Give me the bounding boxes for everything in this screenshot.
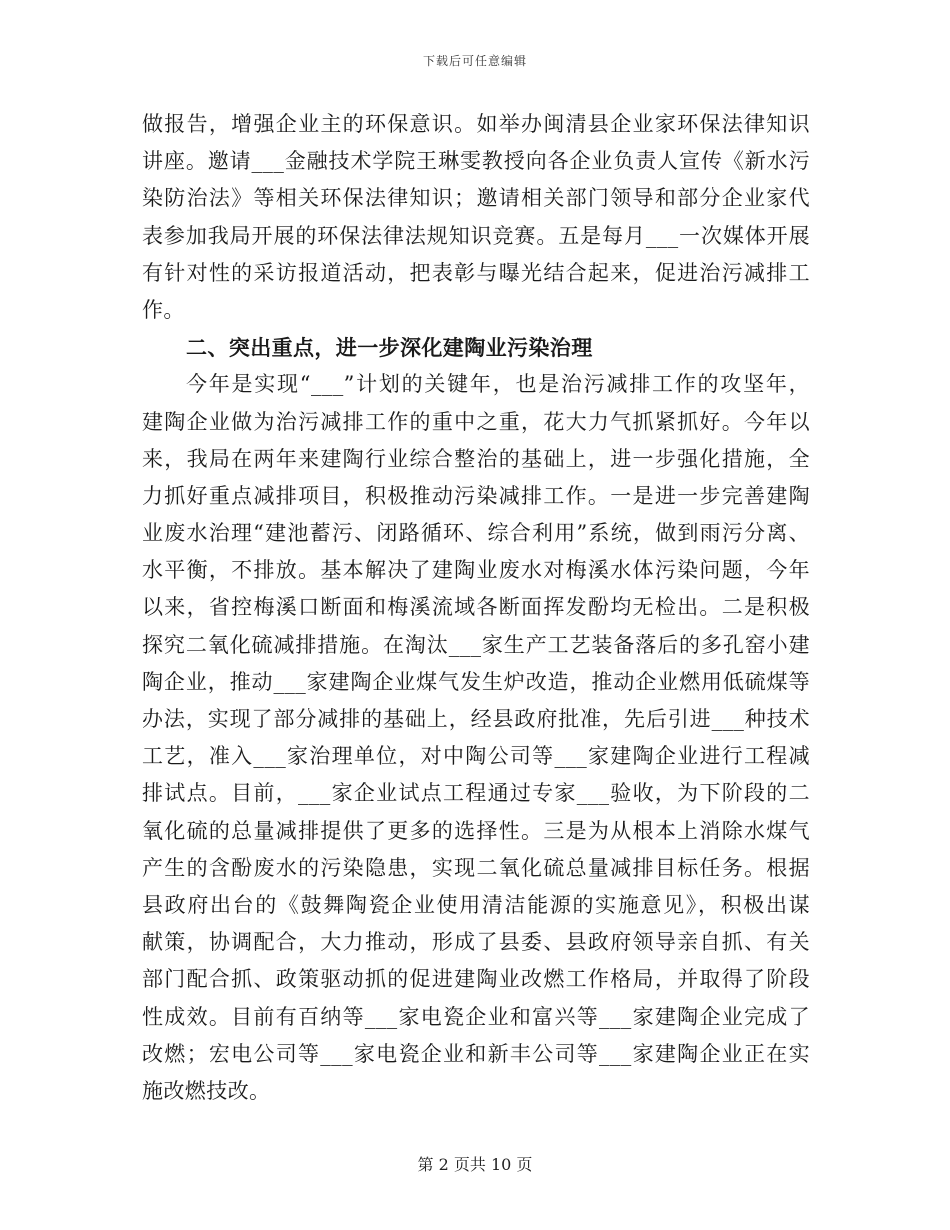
paragraph xyxy=(142,106,810,329)
text-line: 以来，省控梅溪口断面和梅溪流域各断面挥发酚均无检出。二是积极 xyxy=(142,595,810,620)
text-line: 业废水治理“建池蓄污、闭路循环、综合利用”系统，做到雨污分离、 xyxy=(142,521,810,546)
text-line: 工艺，准入___家治理单位，对中陶公司等___家建陶企业进行工程减 xyxy=(142,744,810,769)
text-line: 建陶企业做为治污减排工作的重中之重，花大力气抓紧抓好。今年以 xyxy=(142,409,810,434)
text-line: 性成效。目前有百纳等___家电瓷企业和富兴等___家建陶企业完成了 xyxy=(142,1004,810,1029)
text-line: 做报告，增强企业主的环保意识。如举办闽清县企业家环保法律知识 xyxy=(142,112,810,136)
text-line: 有针对性的采访报道活动，把表彰与曝光结合起来，促进治污减排工 xyxy=(142,260,810,285)
paragraph xyxy=(142,366,810,1110)
text-line: 陶企业，推动___家建陶企业煤气发生炉改造，推动企业燃用低硫煤等 xyxy=(142,669,810,694)
text-line: 献策，协调配合，大力推动，形成了县委、县政府领导亲自抓、有关 xyxy=(142,930,810,955)
text-line: 探究二氧化硫减排措施。在淘汰___家生产工艺装备落后的多孔窑小建 xyxy=(142,632,810,657)
text-line: 染防治法》等相关环保法律知识；邀请相关部门领导和部分企业家代 xyxy=(142,186,810,211)
document-body xyxy=(142,106,810,1110)
text-line: 表参加我局开展的环保法律法规知识竞赛。五是每月___一次媒体开展 xyxy=(142,223,810,248)
text-line: 产生的含酚废水的污染隐患，实现二氧化硫总量减排目标任务。根据 xyxy=(142,855,810,880)
text-line: 氧化硫的总量减排提供了更多的选择性。三是为从根本上消除水煤气 xyxy=(142,818,810,843)
text-line: 水平衡，不排放。基本解决了建陶业废水对梅溪水体污染问题，今年 xyxy=(142,558,810,583)
text-line: 讲座。邀请___金融技术学院王琳雯教授向各企业负责人宣传《新水污 xyxy=(142,149,810,174)
text-line: 来，我局在两年来建陶行业综合整治的基础上，进一步强化措施，全 xyxy=(142,446,810,471)
text-line: 作。 xyxy=(142,297,185,322)
text-line: 部门配合抓、政策驱动抓的促进建陶业改燃工作格局，并取得了阶段 xyxy=(142,967,810,992)
text-line: 县政府出台的《鼓舞陶瓷企业使用清洁能源的实施意见》，积极出谋 xyxy=(142,892,810,917)
text-line: 施改燃技改。 xyxy=(142,1078,271,1103)
text-line: 改燃；宏电公司等___家电瓷企业和新丰公司等___家建陶企业正在实 xyxy=(142,1041,810,1066)
text-line: 今年是实现“___”计划的关键年，也是治污减排工作的攻坚年， xyxy=(186,372,810,397)
text-line: 力抓好重点减排项目，积极推动污染减排工作。一是进一步完善建陶 xyxy=(142,483,810,508)
section-heading: 二、突出重点，进一步深化建陶业污染治理 xyxy=(186,335,593,361)
page-header: 下载后可任意编辑 xyxy=(422,54,527,68)
text-line: 办法，实现了部分减排的基础上，经县政府批准，先后引进___种技术 xyxy=(142,707,810,731)
page-number: 第 2 页共 10 页 xyxy=(417,1155,533,1174)
text-line: 排试点。目前，___家企业试点工程通过专家___验收，为下阶段的二 xyxy=(142,781,810,806)
